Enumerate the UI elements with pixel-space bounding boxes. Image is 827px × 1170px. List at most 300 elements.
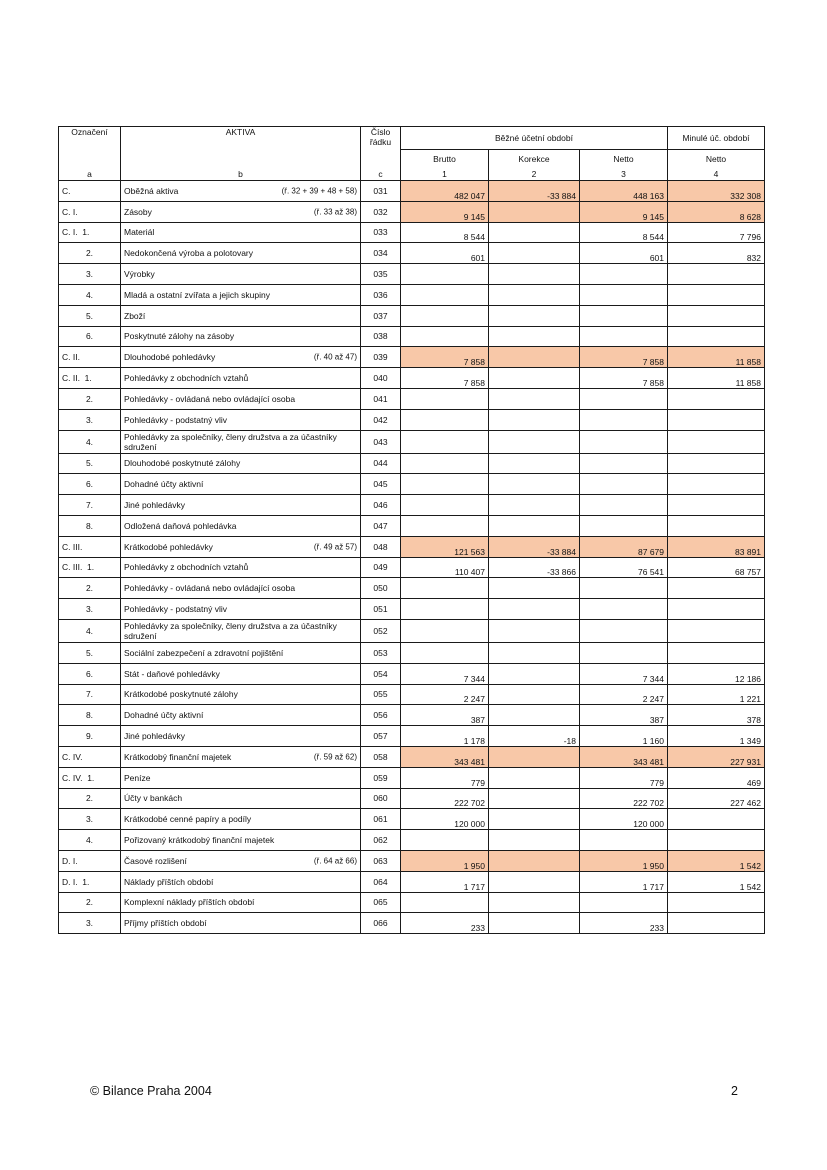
cell-korekce [489,809,580,830]
row-name [121,913,361,934]
row-mark [59,515,121,536]
cell-netto-prev [668,264,765,285]
cell-netto: 233 [580,913,668,934]
cell-korekce [489,892,580,913]
row-name [121,201,361,222]
cell-netto-prev [668,809,765,830]
cell-brutto: 2 247 [401,684,489,705]
row-mark [59,809,121,830]
row-code: 040 [361,368,401,389]
cell-korekce [489,495,580,516]
cell-brutto: 222 702 [401,788,489,809]
cell-netto-prev: 12 186 [668,663,765,684]
row-mark-text: C. III. 1. [62,562,95,573]
cell-netto [580,453,668,474]
cell-netto-prev [668,495,765,516]
row-sub-number: 7. [85,689,94,700]
row-name [121,746,361,767]
row-name-text: Příjmy příštích období [124,918,207,929]
row-code: 064 [361,871,401,892]
row-name-text: Pohledávky za společníky, členy družstva a za účastníky sdružení [124,431,337,452]
cell-netto: 343 481 [580,746,668,767]
row-mark-text: D. I. [62,855,78,866]
cell-netto-prev [668,409,765,430]
header-korekce: Korekce [489,150,580,169]
cell-korekce [489,619,580,642]
row-name-text: Krátkodobé poskytnuté zálohy [124,689,238,700]
cell-netto [580,388,668,409]
cell-netto: 7 858 [580,368,668,389]
row-name [121,767,361,788]
table-row [59,305,765,326]
row-name [121,243,361,264]
row-code: 066 [361,913,401,934]
row-code: 052 [361,619,401,642]
row-mark [59,243,121,264]
cell-netto-prev: 832 [668,243,765,264]
table-row [59,409,765,430]
cell-netto-prev: 1 542 [668,871,765,892]
cell-netto-prev [668,892,765,913]
header-oznaceni: Označení [59,127,121,150]
row-code: 054 [361,663,401,684]
row-name-text: Mladá a ostatní zvířata a jejich skupiny [124,289,270,300]
row-code: 036 [361,284,401,305]
cell-netto-prev: 11 858 [668,347,765,368]
row-name-text: Pohledávky - ovládaná nebo ovládající osoba [124,583,296,594]
balance-sheet [58,126,764,934]
row-name [121,663,361,684]
row-mark [59,642,121,663]
row-sub-number: 5. [85,458,94,469]
row-mark [59,788,121,809]
row-code: 060 [361,788,401,809]
cell-brutto [401,642,489,663]
table-row [59,388,765,409]
cell-netto-prev: 1 221 [668,684,765,705]
cell-korekce [489,326,580,347]
cell-netto-prev: 1 349 [668,726,765,747]
row-code: 059 [361,767,401,788]
row-sub-number: 4. [85,835,94,845]
cell-korekce [489,788,580,809]
cell-brutto: 779 [401,767,489,788]
header-col-1: 1 [401,168,489,181]
cell-korekce [489,305,580,326]
cell-brutto: 120 000 [401,809,489,830]
cell-korekce [489,746,580,767]
row-mark-text: C. III. [62,541,83,552]
cell-netto-prev [668,515,765,536]
cell-korekce: -33 866 [489,557,580,578]
row-name-text: Krátkodobé pohledávky [124,541,213,552]
row-name [121,726,361,747]
cell-brutto: 601 [401,243,489,264]
cell-brutto [401,599,489,620]
table-row [59,746,765,767]
cell-korekce [489,684,580,705]
row-mark-text: C. II. [62,352,80,363]
row-name-text: Pohledávky - podstatný vliv [124,414,227,425]
row-name [121,495,361,516]
cell-brutto: 482 047 [401,181,489,202]
row-mark [59,663,121,684]
cell-netto: 1 717 [580,871,668,892]
cell-brutto: 8 544 [401,222,489,243]
cell-brutto [401,409,489,430]
cell-netto-prev: 7 796 [668,222,765,243]
row-name-text: Dlouhodobé poskytnuté zálohy [124,458,241,469]
row-mark [59,830,121,851]
cell-brutto: 1 950 [401,850,489,871]
cell-netto [580,599,668,620]
row-name-text: Dohadné účty aktivní [124,710,204,721]
row-name [121,578,361,599]
cell-brutto [401,264,489,285]
row-mark [59,222,121,243]
cell-korekce [489,264,580,285]
row-code: 034 [361,243,401,264]
cell-brutto: 1 178 [401,726,489,747]
table-row [59,892,765,913]
cell-netto-prev: 83 891 [668,536,765,557]
row-sub-number: 3. [85,414,94,425]
cell-brutto [401,515,489,536]
table-row [59,536,765,557]
cell-korekce [489,368,580,389]
cell-netto [580,578,668,599]
row-sub-number: 8. [85,710,94,721]
table-row [59,642,765,663]
cell-brutto: 387 [401,705,489,726]
table-row [59,264,765,285]
cell-korekce [489,913,580,934]
cell-netto-prev: 332 308 [668,181,765,202]
row-code: 037 [361,305,401,326]
cell-netto [580,619,668,642]
cell-korekce [489,453,580,474]
table-row [59,767,765,788]
row-name [121,222,361,243]
cell-korekce: -33 884 [489,536,580,557]
table-row [59,243,765,264]
row-code: 047 [361,515,401,536]
row-formula: (ř. 33 až 38) [313,207,357,217]
row-code: 058 [361,746,401,767]
row-code: 045 [361,474,401,495]
cell-korekce [489,663,580,684]
table-row [59,326,765,347]
cell-korekce [489,347,580,368]
row-mark [59,913,121,934]
cell-netto [580,326,668,347]
row-name [121,430,361,453]
header-aktiva: AKTIVA [121,127,361,150]
row-mark [59,684,121,705]
row-mark [59,746,121,767]
table-row [59,663,765,684]
cell-netto-prev: 227 931 [668,746,765,767]
cell-brutto: 343 481 [401,746,489,767]
row-code: 031 [361,181,401,202]
cell-netto: 2 247 [580,684,668,705]
cell-brutto [401,326,489,347]
row-mark-text: C. IV. [62,751,83,762]
cell-netto [580,284,668,305]
cell-brutto: 233 [401,913,489,934]
row-mark [59,850,121,871]
cell-brutto [401,892,489,913]
cell-netto: 601 [580,243,668,264]
row-code: 055 [361,684,401,705]
row-code: 046 [361,495,401,516]
row-name-text: Pohledávky - ovládaná nebo ovládající osoba [124,393,296,404]
row-mark-text: C. IV. 1. [62,772,95,783]
cell-netto-prev: 68 757 [668,557,765,578]
row-mark [59,557,121,578]
row-sub-number: 2. [85,897,94,908]
row-name [121,409,361,430]
footer-copyright: © Bilance Praha 2004 [90,1084,212,1098]
row-name-text: Jiné pohledávky [124,500,185,511]
row-sub-number: 2. [85,793,94,804]
cell-korekce [489,871,580,892]
header-brutto: Brutto [401,150,489,169]
table-row [59,284,765,305]
table-row [59,684,765,705]
row-name [121,347,361,368]
table-row [59,726,765,747]
table-row [59,809,765,830]
cell-brutto [401,474,489,495]
cell-netto: 120 000 [580,809,668,830]
row-name-text: Oběžná aktiva [124,185,179,196]
cell-netto: 87 679 [580,536,668,557]
cell-netto: 222 702 [580,788,668,809]
assets-table [58,126,765,934]
row-name-text: Účty v bankách [124,793,183,804]
cell-korekce [489,409,580,430]
cell-brutto: 7 344 [401,663,489,684]
cell-korekce [489,578,580,599]
cell-brutto: 121 563 [401,536,489,557]
row-code: 056 [361,705,401,726]
row-code: 043 [361,430,401,453]
cell-netto-prev: 227 462 [668,788,765,809]
cell-netto-prev [668,578,765,599]
row-name [121,536,361,557]
header-col-2: 2 [489,168,580,181]
header-col-4: 4 [668,168,765,181]
table-row [59,619,765,642]
cell-netto-prev: 8 628 [668,201,765,222]
cell-netto-prev [668,284,765,305]
row-name [121,788,361,809]
cell-netto [580,409,668,430]
row-name-text: Pořizovaný krátkodobý finanční majetek [124,835,275,845]
cell-korekce [489,284,580,305]
row-name [121,284,361,305]
table-row [59,850,765,871]
cell-netto-prev: 1 542 [668,850,765,871]
table-row [59,578,765,599]
row-name-text: Časové rozlišení [124,855,187,866]
row-mark [59,871,121,892]
row-mark-text: C. I. 1. [62,227,90,238]
row-mark [59,536,121,557]
cell-brutto [401,388,489,409]
cell-korekce [489,515,580,536]
row-code: 039 [361,347,401,368]
row-sub-number: 8. [85,520,94,531]
row-name [121,642,361,663]
row-name [121,326,361,347]
cell-netto [580,892,668,913]
cell-korekce: -33 884 [489,181,580,202]
row-mark [59,201,121,222]
row-sub-number: 4. [85,625,94,636]
row-name-text: Odložená daňová pohledávka [124,520,237,531]
row-mark [59,181,121,202]
cell-korekce [489,201,580,222]
header-col-b: b [121,168,361,181]
cell-brutto [401,284,489,305]
cell-netto: 448 163 [580,181,668,202]
row-name-text: Pohledávky z obchodních vztahů [124,562,249,573]
row-name [121,474,361,495]
cell-brutto: 9 145 [401,201,489,222]
row-name-text: Výrobky [124,269,155,280]
row-name-text: Jiné pohledávky [124,731,185,742]
row-name-text: Dohadné účty aktivní [124,479,204,490]
row-mark [59,430,121,453]
header-row-3 [59,168,765,181]
row-formula: (ř. 49 až 57) [313,542,357,552]
cell-korekce [489,388,580,409]
header-row-1 [59,127,765,150]
row-name [121,619,361,642]
row-code: 042 [361,409,401,430]
cell-netto-prev [668,430,765,453]
cell-netto-prev [668,474,765,495]
row-mark-text: C. [62,185,71,196]
row-sub-number: 3. [85,918,94,929]
row-name [121,830,361,851]
cell-korekce [489,642,580,663]
row-mark [59,578,121,599]
row-sub-number: 4. [85,436,94,447]
cell-brutto [401,830,489,851]
row-name-text: Stát - daňové pohledávky [124,668,220,679]
row-code: 049 [361,557,401,578]
row-name [121,264,361,285]
row-name [121,181,361,202]
row-mark [59,474,121,495]
row-name-text: Materiál [124,227,155,238]
row-name [121,305,361,326]
row-code: 057 [361,726,401,747]
cell-netto [580,430,668,453]
row-mark [59,284,121,305]
header-col-3: 3 [580,168,668,181]
table-row [59,222,765,243]
row-name [121,871,361,892]
cell-brutto [401,453,489,474]
row-sub-number: 3. [85,814,94,825]
row-code: 065 [361,892,401,913]
row-name-text: Pohledávky za společníky, členy družstva a za účastníky sdružení [124,620,337,641]
header-row-2 [59,150,765,169]
row-name [121,599,361,620]
cell-brutto [401,305,489,326]
cell-korekce [489,599,580,620]
row-name [121,557,361,578]
cell-netto: 1 950 [580,850,668,871]
row-code: 050 [361,578,401,599]
row-code: 033 [361,222,401,243]
table-row [59,368,765,389]
cell-netto: 76 541 [580,557,668,578]
row-name-text: Nedokončená výroba a polotovary [124,248,253,259]
row-mark [59,599,121,620]
cell-korekce [489,222,580,243]
table-row [59,515,765,536]
row-name [121,684,361,705]
table-row [59,557,765,578]
row-mark [59,726,121,747]
cell-korekce [489,474,580,495]
cell-brutto: 7 858 [401,347,489,368]
row-mark [59,409,121,430]
cell-netto-prev [668,642,765,663]
row-name [121,515,361,536]
row-name-text: Krátkodobé cenné papíry a podíly [124,814,252,825]
row-name-text: Zásoby [124,206,152,217]
row-formula: (ř. 32 + 39 + 48 + 58) [281,186,357,196]
cell-netto: 9 145 [580,201,668,222]
cell-netto-prev [668,619,765,642]
header-col-c: c [361,168,401,181]
row-sub-number: 2. [85,248,94,259]
cell-netto [580,474,668,495]
table-row [59,599,765,620]
row-name [121,705,361,726]
row-formula: (ř. 59 až 62) [313,752,357,762]
row-code: 038 [361,326,401,347]
cell-brutto [401,578,489,599]
cell-netto-prev [668,453,765,474]
row-name-text: Zboží [124,310,146,321]
row-sub-number: 3. [85,269,94,280]
cell-netto: 7 858 [580,347,668,368]
table-row [59,347,765,368]
cell-netto-prev: 378 [668,705,765,726]
table-row [59,430,765,453]
row-code: 062 [361,830,401,851]
cell-netto-prev [668,913,765,934]
row-mark [59,619,121,642]
cell-korekce [489,767,580,788]
cell-korekce [489,830,580,851]
row-name-text: Pohledávky - podstatný vliv [124,604,227,615]
row-formula: (ř. 40 až 47) [313,352,357,362]
row-mark [59,368,121,389]
row-code: 032 [361,201,401,222]
row-name-text: Pohledávky z obchodních vztahů [124,373,249,384]
header-netto-prev: Netto [668,150,765,169]
row-mark-text: D. I. 1. [62,876,90,887]
row-sub-number: 2. [85,393,94,404]
